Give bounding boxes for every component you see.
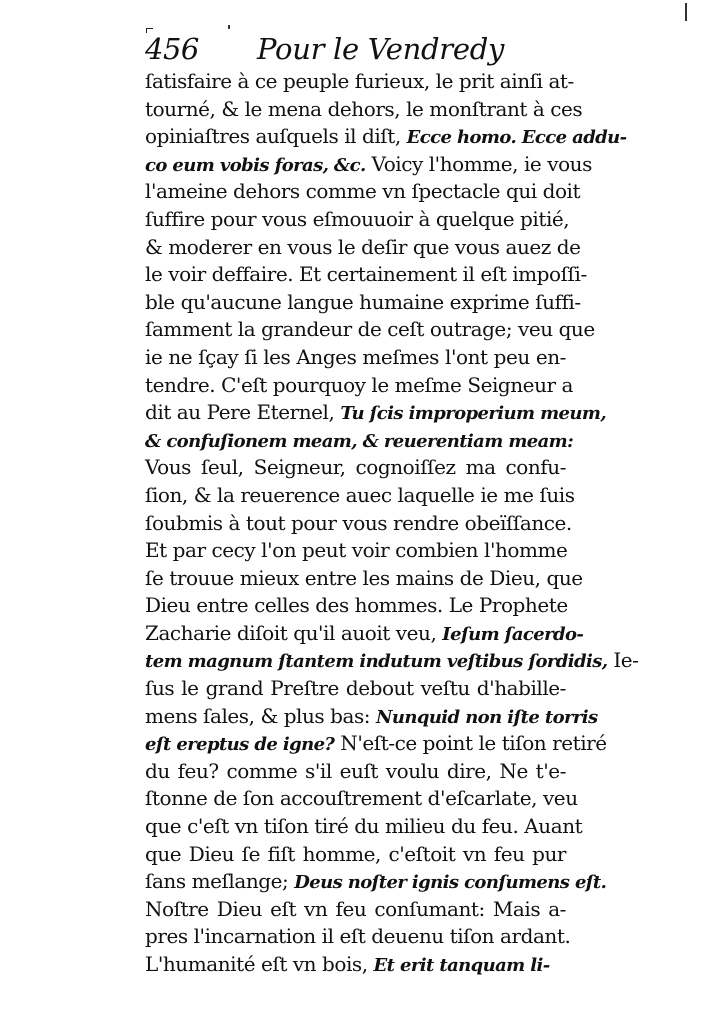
- text-line: [145, 482, 575, 510]
- latin-quotation: Ecce homo. Ecce addu-: [406, 127, 627, 149]
- text-run: Vous ſeul, Seigneur, cognoiſſez ma confu-: [145, 455, 566, 480]
- text-run: ſamment la grandeur de ceſt outrage; veu que: [145, 317, 595, 342]
- text-run: ſans meſlange;: [145, 869, 295, 894]
- text-run: ie ne ſçay ſi les Anges meſmes l'ont peu en-: [145, 344, 566, 369]
- text-line: [145, 151, 592, 179]
- text-run: pres l'incarnation il eſt deuenu tiſon ardant.: [145, 924, 571, 949]
- text-line: [145, 923, 571, 951]
- page-number: 456: [145, 32, 199, 66]
- text-line: [145, 592, 566, 620]
- text-run: ſuffire pour vous eſmouuoir à quelque pitié,: [145, 206, 570, 231]
- text-line: [145, 951, 566, 979]
- text-run: mens ſales, & plus bas:: [145, 703, 376, 728]
- text-line: [145, 675, 566, 703]
- latin-quotation: Et erit tanquam li-: [373, 955, 550, 976]
- latin-quotation: Nunquid non iſte torris: [376, 706, 598, 728]
- print-speck: [228, 25, 230, 29]
- text-line: [145, 510, 572, 538]
- text-line: [145, 261, 587, 289]
- body-text: [145, 68, 639, 979]
- text-line: [145, 96, 583, 124]
- text-run: Ie-: [607, 648, 639, 673]
- text-run: le voir deffaire. Et certainement il eſt impoſſi-: [145, 262, 587, 287]
- text-line: [145, 344, 566, 372]
- latin-quotation: tem magnum ſtantem indutum veſtibus ſordidis,: [145, 651, 608, 673]
- latin-quotation: Deus noſter ignis conſumens eſt.: [294, 872, 607, 894]
- text-line: [145, 620, 584, 648]
- text-line: [145, 427, 574, 455]
- text-run: Noſtre Dieu eſt vn feu conſumant: Mais a-: [145, 896, 566, 921]
- text-run: tourné, & le mena dehors, le monſtrant à ces: [145, 96, 583, 121]
- text-run: que Dieu ſe fiſt homme, c'eſtoit vn feu pur: [145, 841, 566, 866]
- text-run: du feu? comme s'il euſt voulu dire, Ne t'e-: [145, 758, 566, 783]
- text-line: [145, 785, 578, 813]
- text-line: [145, 841, 566, 869]
- text-run: que c'eſt vn tiſon tiré du milieu du feu. Auant: [145, 814, 583, 839]
- text-run: dit au Pere Eternel,: [145, 400, 341, 425]
- text-line: [145, 703, 598, 731]
- latin-quotation: eſt ereptus de igne?: [145, 734, 335, 756]
- text-line: [145, 565, 583, 593]
- text-line: [145, 647, 639, 675]
- text-run: Zacharie diſoit qu'il auoit veu,: [145, 620, 443, 645]
- text-run: ſtonne de ſon accouſtrement d'eſcarlate, veu: [145, 786, 578, 811]
- text-line: [145, 537, 566, 565]
- text-line: [145, 234, 581, 262]
- text-run: ſion, & la reuerence auec laquelle ie me ſuis: [145, 482, 575, 507]
- text-run: opiniaſtres auſquels il diſt,: [145, 124, 407, 149]
- text-run: & moderer en vous le deſir que vous auez de: [145, 234, 581, 259]
- text-run: ſe trouue mieux entre les mains de Dieu, que: [145, 565, 583, 590]
- text-line: [145, 454, 566, 482]
- text-line: [145, 316, 595, 344]
- text-line: [145, 178, 581, 206]
- running-title: Pour le Vendredy: [257, 32, 505, 66]
- text-run: l'ameine dehors comme vn ſpectacle qui doit: [145, 179, 581, 204]
- text-run: N'eſt-ce point le tiſon retiré: [334, 731, 607, 756]
- text-line: [145, 758, 566, 786]
- page-edge-mark: [685, 3, 687, 21]
- latin-quotation: Tu ſcis improperium meum,: [340, 403, 606, 425]
- text-line: [145, 813, 583, 841]
- text-run: Et par cecy l'on peut voir combien l'homme: [145, 538, 568, 563]
- text-run: ble qu'aucune langue humaine exprime ſuffi-: [145, 289, 581, 314]
- page-header: [145, 30, 565, 72]
- latin-quotation: & confuſionem meam, & reuerentiam meam:: [145, 430, 574, 452]
- text-run: ſoubmis à tout pour vous rendre obeïſſance.: [145, 510, 572, 535]
- text-line: [145, 399, 606, 427]
- text-run: Dieu entre celles des hommes. Le Prophete: [145, 593, 568, 618]
- latin-quotation: Ieſum ſacerdo-: [442, 623, 584, 645]
- text-line: [145, 730, 607, 758]
- text-line: [145, 896, 566, 924]
- text-run: ſatisfaire à ce peuple furieux, le prit ainſi at-: [145, 69, 574, 93]
- text-line: [145, 289, 581, 317]
- text-line: [145, 372, 573, 400]
- text-run: L'humanité eſt vn bois,: [145, 952, 374, 976]
- text-line: [145, 206, 570, 234]
- text-run: tendre. C'eſt pourquoy le meſme Seigneur a: [145, 372, 573, 397]
- text-line: [145, 868, 607, 896]
- text-line: [145, 123, 627, 151]
- text-line: [145, 68, 574, 96]
- latin-quotation: co eum vobis foras, &c.: [145, 154, 366, 176]
- text-run: Voicy l'homme, ie vous: [365, 151, 592, 176]
- text-run: ſus le grand Preſtre debout veſtu d'habille-: [145, 676, 566, 701]
